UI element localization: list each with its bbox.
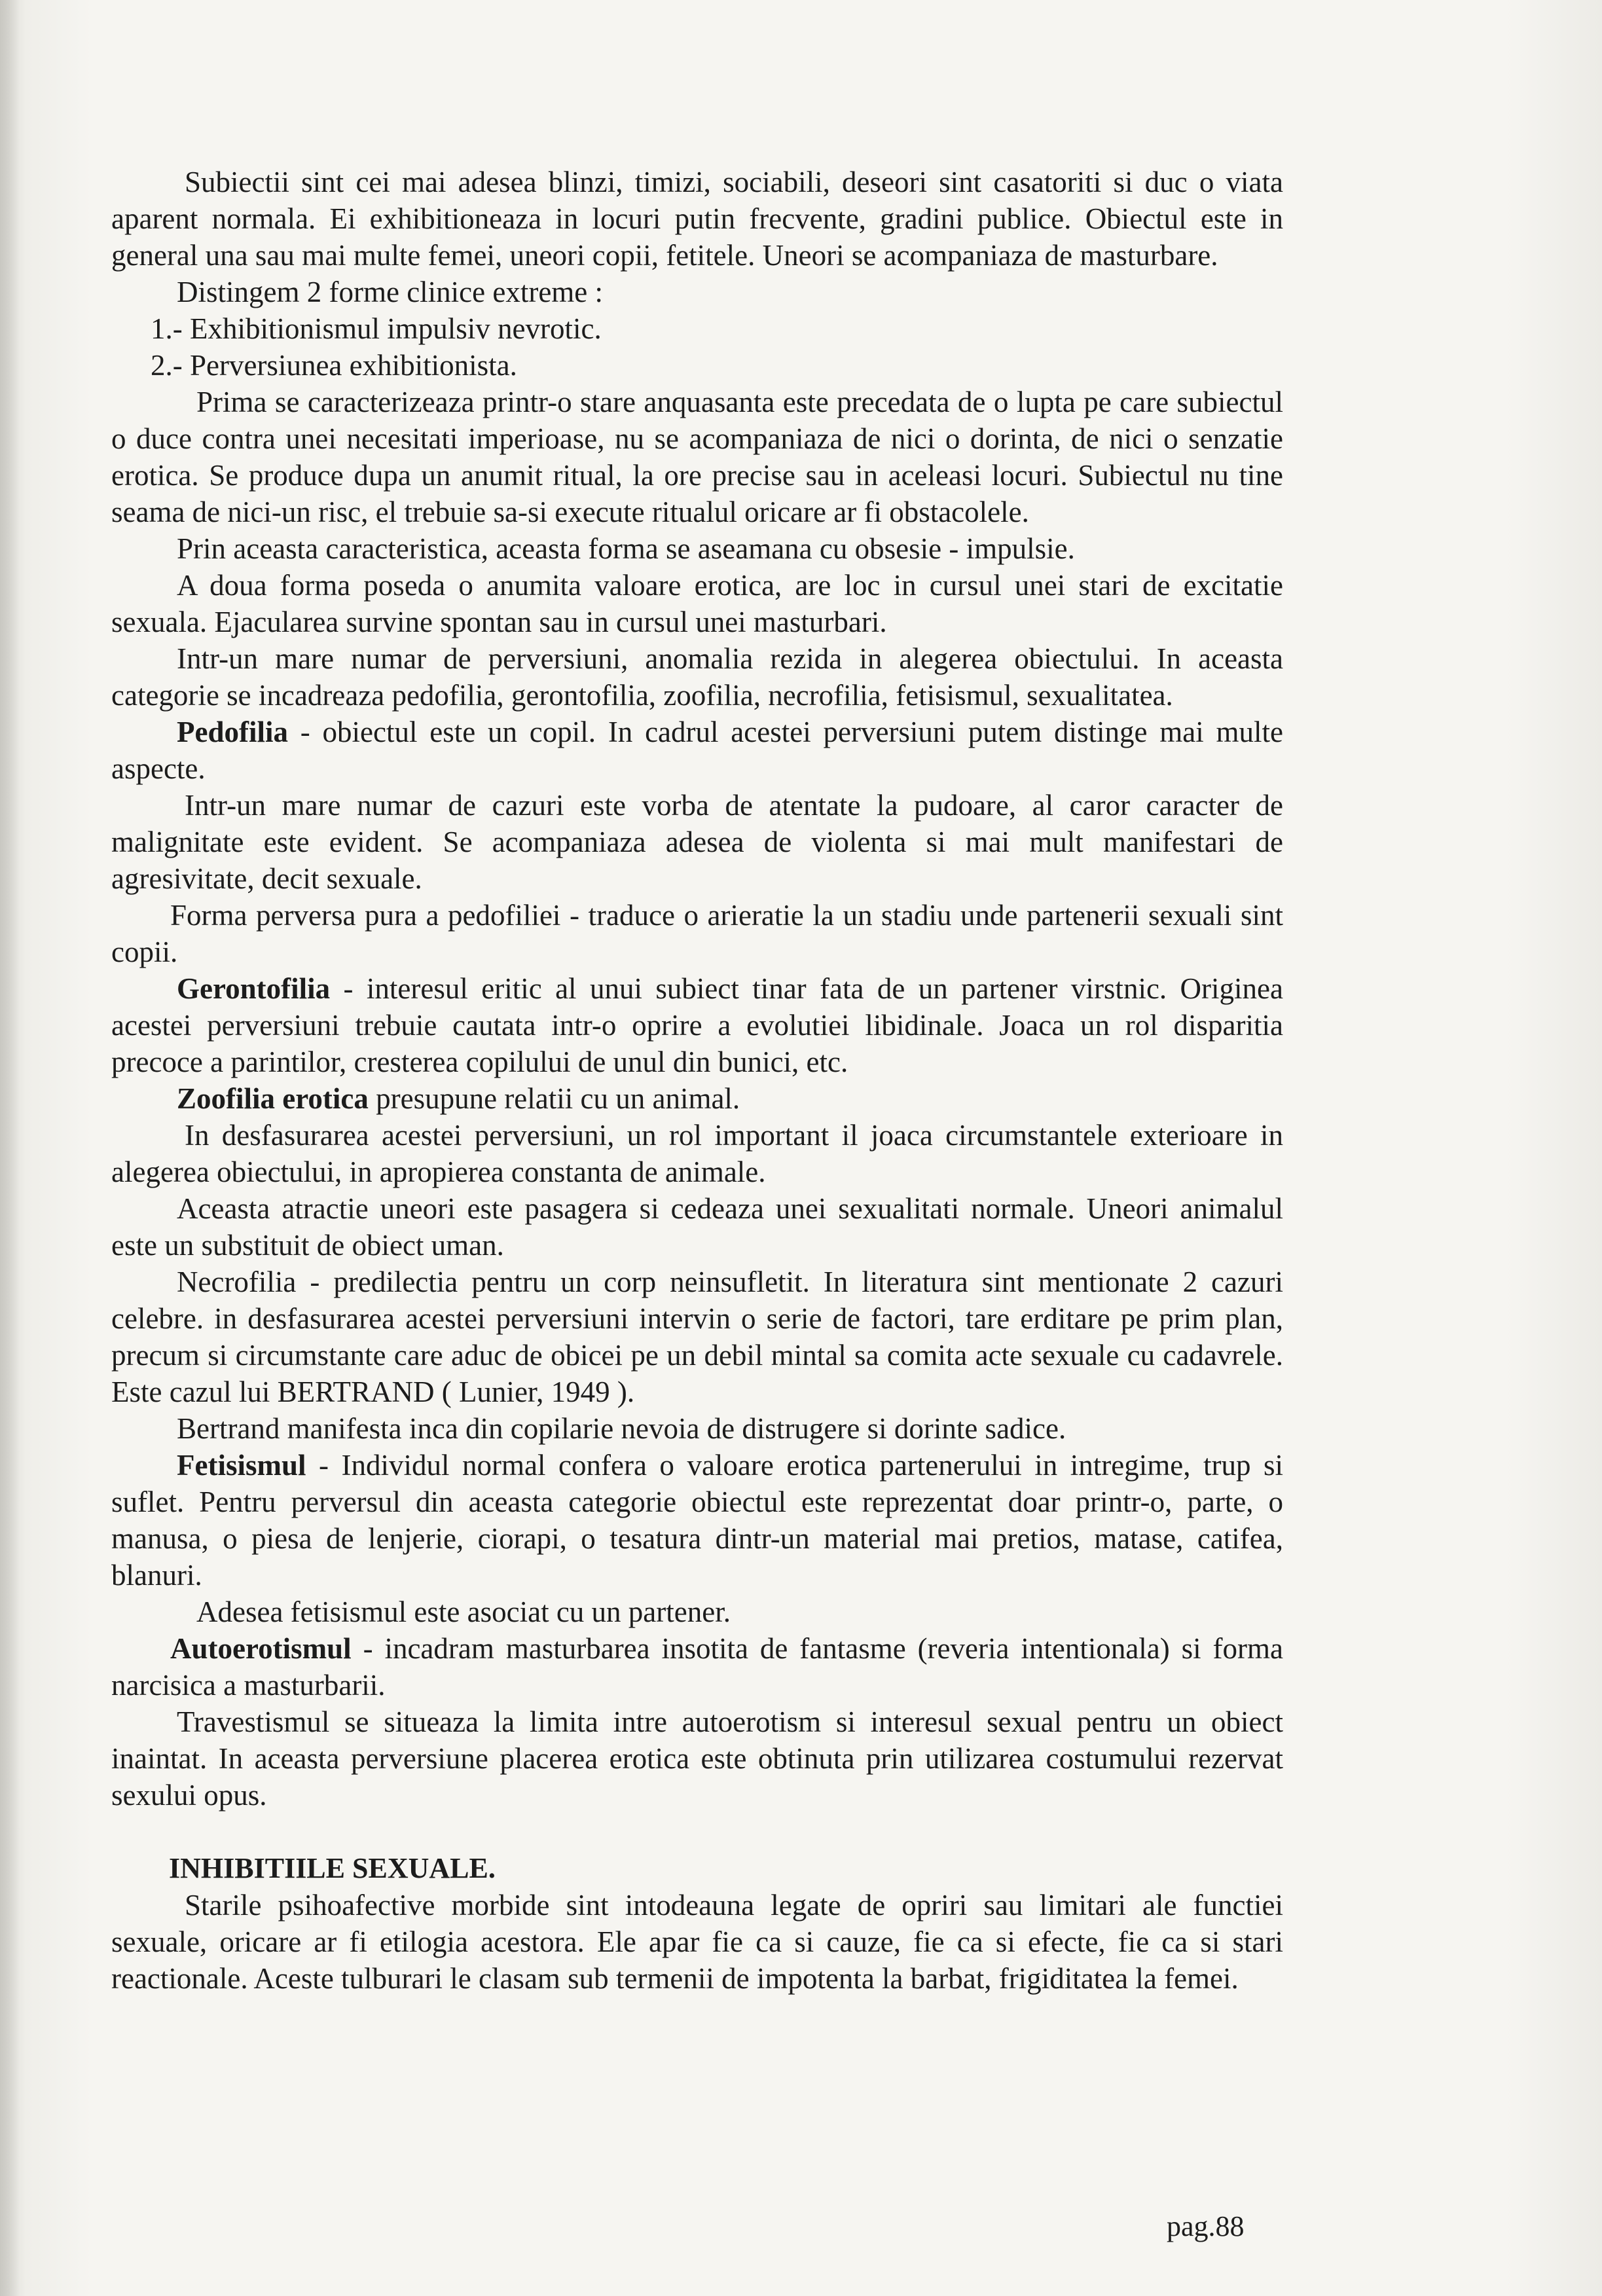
term-pedofilia: Pedofilia <box>177 716 288 748</box>
section-heading: INHIBITIILE SEXUALE. <box>169 1852 496 1884</box>
paragraph-intro: Subiectii sint cei mai adesea blinzi, timizi, sociabili, deseori sint casatoriti si duc o viata aparent normala. Ei exhibitioneaza in locuri putin frecvente, gradini publice. Obiectul este in general una sau mai multe femei, uneori copii, fetitele. Uneori se acompaniaza de masturbare. <box>111 166 1283 272</box>
term-fetisismul: Fetisismul <box>177 1449 306 1482</box>
paragraph-bertrand: Bertrand manifesta inca din copilarie nevoia de distrugere si dorinte sadice. <box>177 1412 1066 1445</box>
term-zoofilia: Zoofilia erotica <box>177 1082 369 1115</box>
paragraph-gerontofilia <box>111 970 1283 1080</box>
binding-shadow <box>0 0 20 2296</box>
text-autoerotismul: - incadram masturbarea insotita de fantasme (reveria intentionala) si forma narcisica a masturbarii. <box>111 1632 1283 1702</box>
paragraph-autoerotismul <box>111 1630 1283 1704</box>
paragraph-atentate: Intr-un mare numar de cazuri este vorba de atentate la pudoare, al caror caracter de malignitate este evident. Se acompaniaza adesea de violenta si mai mult manifestari de agresivitate, decit sexuale. <box>111 789 1283 895</box>
body-text <box>111 164 1283 1997</box>
paragraph-zoofilia <box>111 1080 1283 1117</box>
term-autoerotismul: Autoerotismul <box>170 1632 352 1665</box>
paragraph-pedofilia <box>111 714 1283 787</box>
paragraph-first-form: Prima se caracterizeaza printr-o stare anquasanta este precedata de o lupta pe care subiectul o duce contra unei necesitati imperioase, nu se acompaniaza de nici o dorinta, de nici o senzatie erotica. Se produce dupa un anumit ritual, la ore precise sau in aceleasi locuri. Subiectul nu tine seama de nici-un risc, el trebuie sa-si execute ritualul oricare ar fi obstacolele. <box>111 386 1283 528</box>
page-number: pag.88 <box>1167 2210 1245 2242</box>
paragraph-travestismul: Travestismul se situeaza la limita intre autoerotism si interesul sexual pentru un obiect inaintat. In aceasta perversiune placerea erotica este obtinuta prin utilizarea costumului rezervat sexului opus. <box>111 1705 1283 1812</box>
list-item-1: 1.- Exhibitionismul impulsiv nevrotic. <box>151 312 602 345</box>
paragraph-circumstante: In desfasurarea acestei perversiuni, un rol important il joaca circumstantele exterioare in alegerea obiectului, in apropierea constanta de animale. <box>111 1119 1283 1188</box>
text-zoofilia: presupune relatii cu un animal. <box>368 1082 740 1115</box>
text-fetisismul: - Individul normal confera o valoare erotica partenerului in intregime, trup si suflet. Pentru perversul din aceasta categorie obiectul este reprezentat doar printr-o, parte, o manusa, o piesa de lenjerie, ciorapi, o tesatura dintr-un material mai pretios, matase, catifea, blanuri. <box>111 1449 1283 1592</box>
paragraph-fetisismul-note: Adesea fetisismul este asociat cu un partener. <box>196 1595 731 1628</box>
paragraph-atractie: Aceasta atractie uneori este pasagera si cedeaza unei sexualitati normale. Uneori animalul este un substituit de obiect uman. <box>111 1192 1283 1262</box>
paragraph-obsession: Prin aceasta caracteristica, aceasta forma se aseamana cu obsesie - impulsie. <box>177 532 1075 565</box>
text-pedofilia: - obiectul este un copil. In cadrul acestei perversiuni putem distinge mai multe aspecte. <box>111 716 1283 785</box>
text-gerontofilia: - interesul eritic al unui subiect tinar fata de un partener virstnic. Originea acestei perversiuni trebuie cautata intr-o oprire a evolutiei libidinale. Joaca un rol disparitia precoce a parintilor, cresterea copilului de unul din bunici, etc. <box>111 972 1283 1078</box>
list-item-2: 2.- Perversiunea exhibitionista. <box>151 349 517 382</box>
term-gerontofilia: Gerontofilia <box>177 972 331 1005</box>
paragraph-inhibitii: Starile psihoafective morbide sint intodeauna legate de opriri sau limitari ale functiei sexuale, oricare ar fi etilogia acestora. Ele apar fie ca si cauze, fie ca si efecte, fie ca si stari reactionale. Aceste tulburari le clasam sub termenii de impotenta la barbat, frigiditatea la femei. <box>111 1889 1283 1995</box>
paragraph-object-choice: Intr-un mare numar de perversiuni, anomalia rezida in alegerea obiectului. In aceasta categorie se incadreaza pedofilia, gerontofilia, zoofilia, necrofilia, fetisismul, sexualitatea. <box>111 642 1283 712</box>
paragraph-necrofilia: Necrofilia - predilectia pentru un corp neinsufletit. In literatura sint mentionate 2 cazuri celebre. in desfasurarea acestei perversiuni intervin o serie de factori, tare erditare pe prim plan, precum si circumstante care aduc de obicei pe un debil mintal sa comita acte sexuale cu cadavrele. Este cazul lui BERTRAND ( Lunier, 1949 ). <box>111 1266 1283 1408</box>
paragraph-forma-pura: Forma perversa pura a pedofiliei - traduce o arieratie la un stadiu unde partenerii sexuali sint copii. <box>111 899 1283 968</box>
paragraph-forms: Distingem 2 forme clinice extreme : <box>177 276 604 308</box>
paragraph-fetisismul <box>111 1447 1283 1594</box>
paragraph-second-form: A doua forma poseda o anumita valoare erotica, are loc in cursul unei stari de excitatie sexuala. Ejacularea survine spontan sau in cursul unei masturbari. <box>111 569 1283 638</box>
